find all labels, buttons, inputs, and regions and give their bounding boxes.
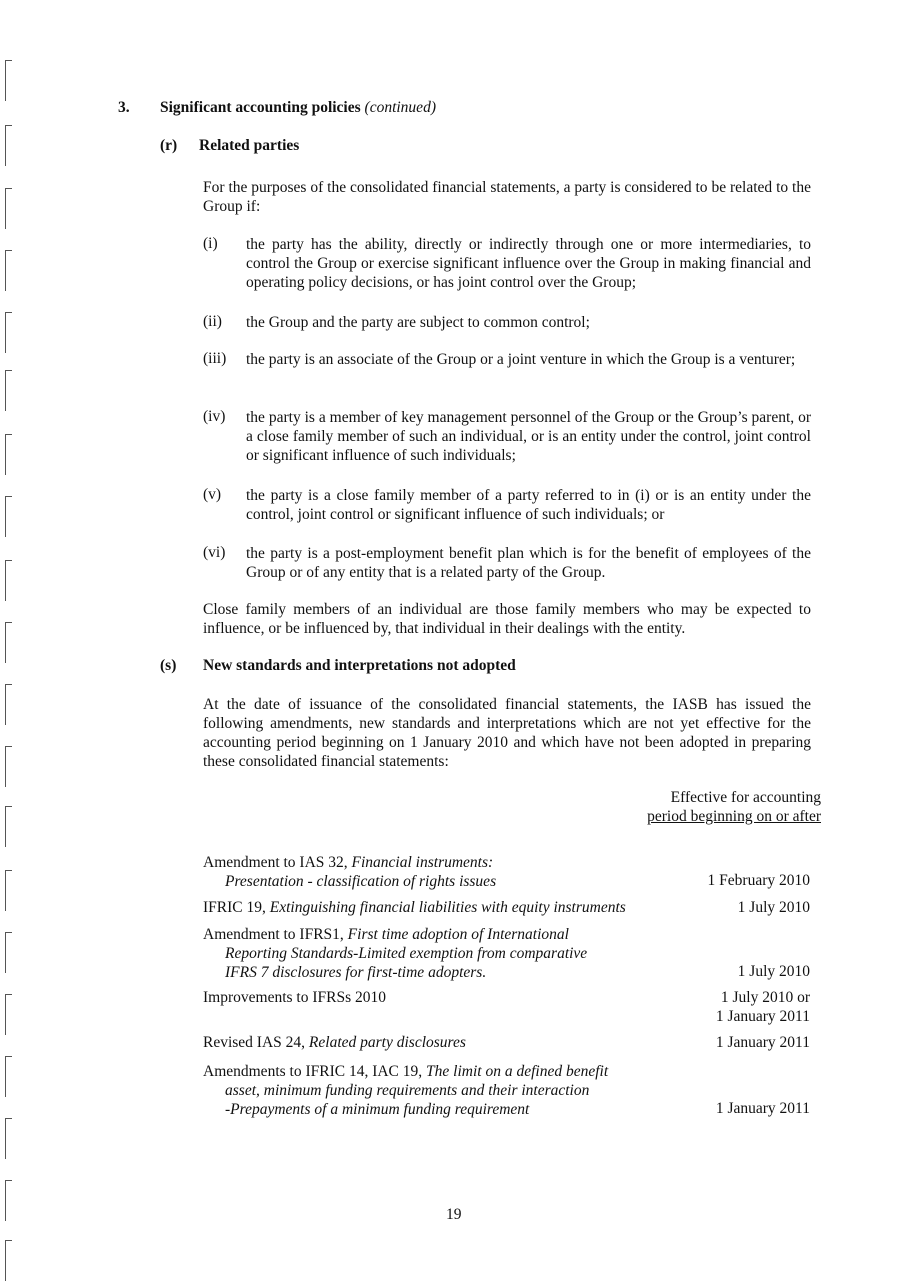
row-cont: -Prepayments of a minimum funding requirement [225, 1101, 530, 1118]
table-header-line1: Effective for accounting [670, 789, 821, 806]
row-italic: First time adoption of International [347, 926, 569, 943]
r-item-text: the party is a post-employment benefit plan which is for the benefit of employees of the Group or of any entity that is a related party of the Group. [246, 545, 811, 581]
subsection-r-label: (r) [160, 137, 178, 154]
row-date: 1 July 2010 [737, 899, 810, 916]
r-item-num: (i) [203, 235, 218, 252]
table-header-line2: period beginning on or after [647, 808, 821, 825]
row-date: 1 January 2011 [715, 1100, 810, 1117]
r-item-text: the party is an associate of the Group or a joint venture in which the Group is a venturer; [246, 351, 796, 368]
r-item-num: (v) [203, 486, 222, 503]
s-intro: At the date of issuance of the consolidated financial statements, the IASB has issued the following amendments, new standards and interpretations which are not yet effective for the accounting period beginning on 1 January 2010 and which have not been adopted in preparing these consolidated financial statements: [203, 696, 811, 770]
row-plain: Improvements to IFRSs 2010 [203, 989, 386, 1006]
row-italic: Related party disclosures [308, 1034, 466, 1051]
r-closing: Close family members of an individual are those family members who may be expected to influence, or be influenced by, that individual in their dealings with the entity. [203, 601, 811, 637]
r-item-text: the party is a close family member of a party referred to in (i) or is an entity under the control, joint control or significant influence of such individuals; or [246, 487, 811, 523]
r-item-text: the party is a member of key management personnel of the Group or the Group’s parent, or a close family member of such an individual, or is an entity under the control, joint control or significant influence of such individuals; [246, 409, 811, 464]
r-item-num: (vi) [203, 544, 226, 561]
row-italic: Extinguishing financial liabilities with equity instruments [269, 899, 626, 916]
row-date: 1 January 2011 [715, 1034, 810, 1051]
row-cont: IFRS 7 disclosures for first-time adopters. [225, 964, 487, 981]
page-number: 19 [446, 1206, 462, 1223]
row-plain: Amendment to IAS 32, [203, 854, 352, 871]
table-row [203, 1033, 673, 1052]
row-plain: Amendments to IFRIC 14, IAC 19, [203, 1063, 427, 1080]
subsection-s-title: New standards and interpretations not adopted [203, 657, 516, 674]
table-row [203, 925, 673, 982]
subsection-r-title: Related parties [199, 137, 300, 154]
row-date-line1: 1 July 2010 or [720, 989, 810, 1006]
r-item-num: (iii) [203, 350, 227, 367]
section-continued: (continued) [364, 99, 436, 116]
row-date-line2: 1 January 2011 [715, 1008, 810, 1025]
row-plain: Revised IAS 24, [203, 1034, 309, 1051]
r-item-num: (iv) [203, 408, 226, 425]
row-italic: The limit on a defined benefit [426, 1063, 609, 1080]
r-intro: For the purposes of the consolidated financial statements, a party is considered to be related to the Group if: [203, 179, 811, 215]
row-cont: Presentation - classification of rights issues [225, 873, 497, 890]
row-date [716, 988, 810, 1026]
r-item-text: the Group and the party are subject to common control; [246, 314, 590, 331]
row-cont: asset, minimum funding requirements and their interaction [225, 1082, 590, 1099]
section-number: 3. [118, 99, 130, 116]
row-plain: Amendment to IFRS1, [203, 926, 348, 943]
table-row [203, 988, 673, 1007]
section-title [160, 99, 436, 117]
table-row [203, 853, 673, 891]
row-plain: IFRIC 19, [203, 899, 270, 916]
row-date: 1 July 2010 [737, 963, 810, 980]
table-row [203, 1062, 683, 1119]
table-row [203, 898, 683, 917]
row-italic: Financial instruments: [351, 854, 494, 871]
section-title-text: Significant accounting policies [160, 99, 361, 116]
r-item-num: (ii) [203, 313, 222, 330]
row-date: 1 February 2010 [707, 872, 810, 889]
subsection-s-label: (s) [160, 657, 177, 674]
row-cont: Reporting Standards-Limited exemption from comparative [225, 945, 588, 962]
r-item-text: the party has the ability, directly or indirectly through one or more intermediaries, to control the Group or exercise significant influence over the Group in making financial and operating policy decisions, or has joint control over the Group; [246, 236, 811, 291]
